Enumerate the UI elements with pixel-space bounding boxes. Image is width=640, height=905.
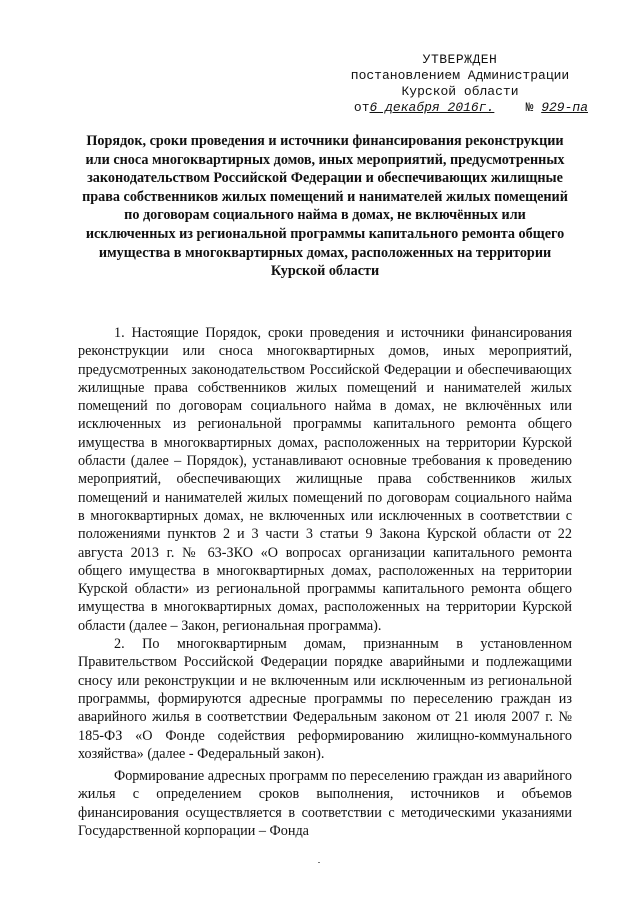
approval-stamp bbox=[330, 52, 590, 116]
paragraph-1: 1. Настоящие Порядок, сроки проведения и источники финансирования реконструкции или сноса многоквартирных домов, иных мероприятий, предусмотренных законодательством Российской Федерации и обеспечивающих жилищные права собственников жилых помещений и нанимателей жилых помещений по договорам социального найма в домах, не включённых или исключенных из региональной программы капитального ремонта общего имущества в многоквартирных домах, расположенных на территории Курской области (далее – Порядок), устанавливают основные требования к проведению мероприятий, обеспечивающих жилищные права собственников жилых помещений и нанимателей жилых помещений по договорам социального найма в многоквартирных домах, не включенных или исключенных в соответствии с положениями пунктов 2 и 3 части 3 статьи 9 Закона Курской области от 22 августа 2013 г. № 63-ЗКО «О вопросах организации капитального ремонта общего имущества в многоквартирных домах, расположенных на территории Курской области» из региональной программы капитального ремонта общего имущества в многоквартирных домах, расположенных на территории Курской области (далее – Закон, региональная программа). bbox=[78, 325, 572, 634]
scan-mark bbox=[318, 862, 320, 863]
approval-number: 929-па bbox=[541, 100, 588, 115]
approval-region: Курской области bbox=[401, 84, 519, 99]
document-title: Порядок, сроки проведения и источники финансирования реконструкции или сноса многоквартирных домов, иных мероприятий, предусмотренных законодательством Российской Федерации и обеспечивающих жилищные права собственников жилых помещений и нанимателей жилых помещений по договорам социального найма в домах, не включённых или исключенных из региональной программы капитального ремонта общего имущества в многоквартирных домах, расположенных на территории Курской области bbox=[82, 133, 568, 280]
number-prefix: № bbox=[525, 100, 534, 115]
approval-heading: УТВЕРЖДЕН bbox=[422, 52, 498, 67]
approval-date: 6 декабря 2016г. bbox=[369, 100, 495, 115]
date-prefix: от bbox=[353, 100, 370, 115]
paragraph-2: 2. По многоквартирным домам, признанным в установленном Правительством Российской Федерации порядке аварийными и подлежащими сносу или реконструкции и не включенным или исключенным из региональной программы, формируются адресные программы по переселению граждан из аварийного жилья в соответствии Федеральным законом от 21 июля 2007 г. № 185-ФЗ «О Фонде содействия реформированию жилищно-коммунального хозяйства» (далее - Федеральный закон). bbox=[78, 636, 572, 762]
approval-date-line bbox=[330, 100, 590, 116]
paragraph-3: Формирование адресных программ по переселению граждан из аварийного жилья с определением сроков выполнения, источников и объемов финансирования осуществляется в соответствии с методическими указаниями Государственной корпорации – Фонда bbox=[78, 768, 572, 840]
approval-authority: постановлением Администрации bbox=[350, 68, 570, 83]
document-body bbox=[78, 324, 572, 840]
